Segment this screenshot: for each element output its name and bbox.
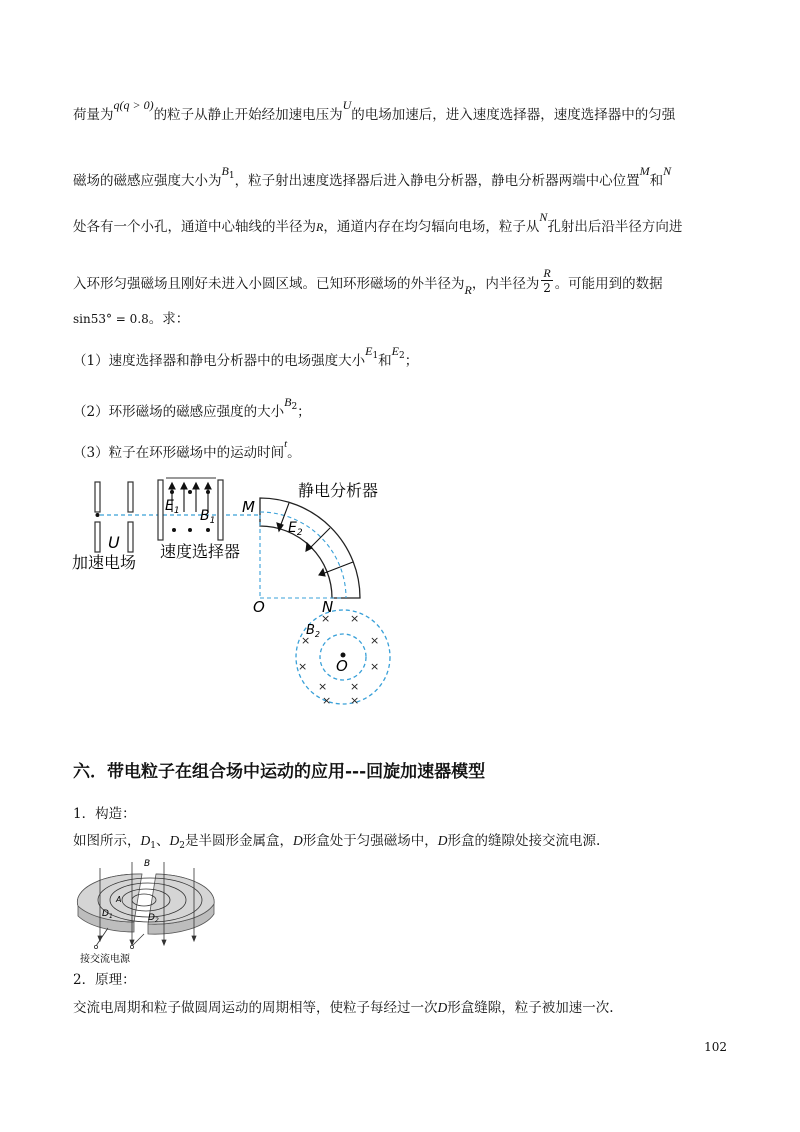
- principle-title: 2．原理：: [73, 972, 136, 988]
- accel-plate-left-top: [95, 482, 100, 512]
- svg-text:×: ×: [350, 694, 360, 707]
- question-3: （3）粒子在环形磁场中的运动时间$^t$。: [73, 438, 301, 461]
- voltage-label: U: [108, 533, 120, 552]
- hole-n-label: N: [322, 598, 334, 616]
- svg-text:×: ×: [350, 680, 360, 693]
- accel-plate-right-bottom: [128, 522, 133, 552]
- ac-source-caption: 接交流电源: [80, 954, 130, 965]
- svg-text:×: ×: [318, 680, 328, 693]
- center-o-label: O: [253, 598, 265, 616]
- a-label: A: [116, 895, 122, 904]
- b1-label: $B_1$: [200, 508, 216, 526]
- selector-plate-right: [218, 480, 223, 540]
- particle-source: [96, 513, 100, 517]
- structure-text: 如图所示，$D_1$、$D_2$是半圆形金属盒，D形盒处于匀强磁场中，D形盒的缝隙处接交流电源.: [73, 833, 601, 851]
- selector-plate-left: [158, 480, 163, 540]
- fraction-r-over-2: $\frac{R}{2}$: [543, 266, 551, 295]
- problem-line-1: 荷量为q(q > 0)的粒子从静止开始经加速电压为U的电场加速后，进入速度选择器，速度选择器中的匀强: [73, 98, 676, 123]
- principle-text: 交流电周期和粒子做圆周运动的周期相等，使粒子每经过一次D形盒缝隙，粒子被加速一次.: [73, 1000, 614, 1016]
- problem-line-5: sin53° = 0.8。求：: [73, 311, 190, 327]
- d-box-right: [148, 874, 214, 934]
- mass-analyzer-figure: [60, 470, 410, 710]
- analyzer-label: 静电分析器: [298, 481, 379, 500]
- b-label: B: [144, 859, 151, 869]
- e2-label: $E_2$: [288, 520, 303, 538]
- page-number: 102: [704, 1040, 727, 1054]
- question-1: （1）速度选择器和静电分析器中的电场强度大小$E_1$和$E_2$；: [73, 344, 419, 369]
- e1-label: $E_1$: [165, 498, 180, 516]
- d2-label: $D_2$: [148, 913, 159, 924]
- problem-line-2: 磁场的磁感应强度大小为$B_1$，粒子射出速度选择器后进入静电分析器，静电分析器两端中心位置M和N: [73, 164, 672, 189]
- svg-text:×: ×: [350, 612, 360, 625]
- b2-label: $B_2$: [306, 623, 321, 639]
- problem-line-4: 入环形匀强磁场且刚好未进入小圆区域。已知环形磁场的外半径为R，内半径为 $\frac{R}{2}$ 。可能用到的数据: [73, 266, 663, 297]
- section-heading: 六．带电粒子在组合场中运动的应用---回旋加速器模型: [73, 762, 486, 782]
- svg-text:×: ×: [298, 660, 308, 673]
- svg-text:×: ×: [301, 634, 311, 647]
- question-2: （2）环形磁场的磁感应强度的大小$B_2$；: [73, 395, 311, 420]
- svg-text:×: ×: [370, 634, 380, 647]
- velocity-selector-label: 速度选择器: [160, 542, 241, 561]
- accel-field-label: 加速电场: [72, 553, 137, 572]
- svg-text:×: ×: [321, 612, 331, 625]
- hole-m-label: M: [242, 498, 255, 516]
- cyclotron-figure: [72, 854, 222, 966]
- problem-line-3: 处各有一个小孔，通道中心轴线的半径为R，通道内存在均匀辐向电场，粒子从N孔射出后沿半径方向进: [73, 210, 683, 235]
- accel-plate-left-bottom: [95, 522, 100, 552]
- structure-title: 1．构造：: [73, 806, 136, 822]
- ring-center-label: O: [336, 657, 348, 675]
- accel-plate-right-top: [128, 482, 133, 512]
- d1-label: $D_1$: [102, 909, 113, 920]
- svg-text:×: ×: [322, 694, 332, 707]
- svg-text:×: ×: [370, 660, 380, 673]
